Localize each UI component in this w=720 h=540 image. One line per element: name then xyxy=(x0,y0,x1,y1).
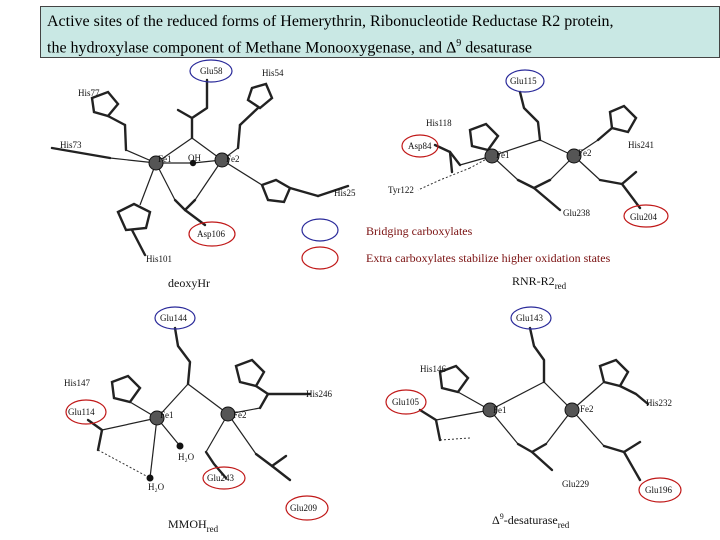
title-delta-superscript: 9 xyxy=(456,38,462,49)
label-asp84: Asp84 xyxy=(408,141,432,151)
panel-mmoh xyxy=(64,307,333,534)
label-fe2: Fe2 xyxy=(578,148,592,158)
caption-deoxyhr: deoxyHr xyxy=(168,276,210,290)
title-line-2-tail: desaturase xyxy=(461,39,532,57)
label-his101: His101 xyxy=(146,254,173,264)
label-his118: His118 xyxy=(426,118,452,128)
label-fe2: Fe2 xyxy=(226,154,240,164)
label-glu114: Glu114 xyxy=(68,407,95,417)
label-glu229: Glu229 xyxy=(562,479,589,489)
caption-mmoh xyxy=(168,517,219,534)
label-glu143: Glu143 xyxy=(516,313,543,323)
label-glu58: Glu58 xyxy=(200,66,223,76)
label-his54: His54 xyxy=(262,68,284,78)
label-his146: His146 xyxy=(420,364,447,374)
caption-desat-sup: 9 xyxy=(499,512,504,521)
label-his241: His241 xyxy=(628,140,655,150)
label-his25: His25 xyxy=(334,188,356,198)
label-glu238: Glu238 xyxy=(563,208,590,218)
caption-mmoh-sub: red xyxy=(206,524,219,534)
legend-extra-label: Extra carboxylates stabilize higher oxidation states xyxy=(366,251,611,265)
label-glu209: Glu209 xyxy=(290,503,317,513)
label-fe1: Fe1 xyxy=(160,410,174,420)
label-fe2: Fe2 xyxy=(233,410,247,420)
label-his77: His77 xyxy=(78,88,100,98)
label-oh: OH xyxy=(188,153,201,163)
title-line-2-text: the hydroxylase component of Methane Monooxygenase, and Δ xyxy=(47,39,457,57)
legend-bridging-label: Bridging carboxylates xyxy=(366,224,473,238)
mmoh-bonds xyxy=(88,328,310,482)
rnr-bonds xyxy=(418,92,640,210)
legend xyxy=(302,219,611,269)
legend-red-oval xyxy=(302,247,338,269)
caption-rnr-r2 xyxy=(512,274,567,291)
label-fe1: Fe1 xyxy=(158,154,172,164)
label-fe2: Fe2 xyxy=(580,404,594,414)
caption-mmoh-main: MMOH xyxy=(168,517,207,531)
caption-desat-delta: Δ xyxy=(492,513,500,527)
label-glu243: Glu243 xyxy=(207,473,234,483)
label-glu115: Glu115 xyxy=(510,76,537,86)
panel-deoxyhr xyxy=(52,60,356,290)
caption-desat-main: -desaturase xyxy=(503,513,558,527)
label-tyr122: Tyr122 xyxy=(388,185,414,195)
caption-desaturase xyxy=(492,512,570,530)
label-his232: His232 xyxy=(646,398,673,408)
label-fe1: Fe1 xyxy=(496,150,510,160)
label-h2o-b: H₂O xyxy=(148,482,165,492)
label-fe1: Fe1 xyxy=(493,405,507,415)
label-his246: His246 xyxy=(306,389,333,399)
label-h2o-a: H₂O xyxy=(178,452,195,462)
label-glu196: Glu196 xyxy=(645,485,672,495)
label-glu204: Glu204 xyxy=(630,212,657,222)
caption-rnr-sub: red xyxy=(554,281,567,291)
panel-desaturase xyxy=(386,307,681,530)
desaturase-bonds xyxy=(420,328,648,480)
caption-rnr-main: RNR-R2 xyxy=(512,274,555,288)
title-line-1: Active sites of the reduced forms of Hemerythrin, Ribonucleotide Reductase R2 protein, xyxy=(47,13,614,30)
label-glu105: Glu105 xyxy=(392,397,419,407)
label-his147: His147 xyxy=(64,378,91,388)
label-asp106: Asp106 xyxy=(197,229,226,239)
legend-blue-oval xyxy=(302,219,338,241)
label-glu144: Glu144 xyxy=(160,313,187,323)
label-his73: His73 xyxy=(60,140,82,150)
caption-desat-sub: red xyxy=(557,520,570,530)
